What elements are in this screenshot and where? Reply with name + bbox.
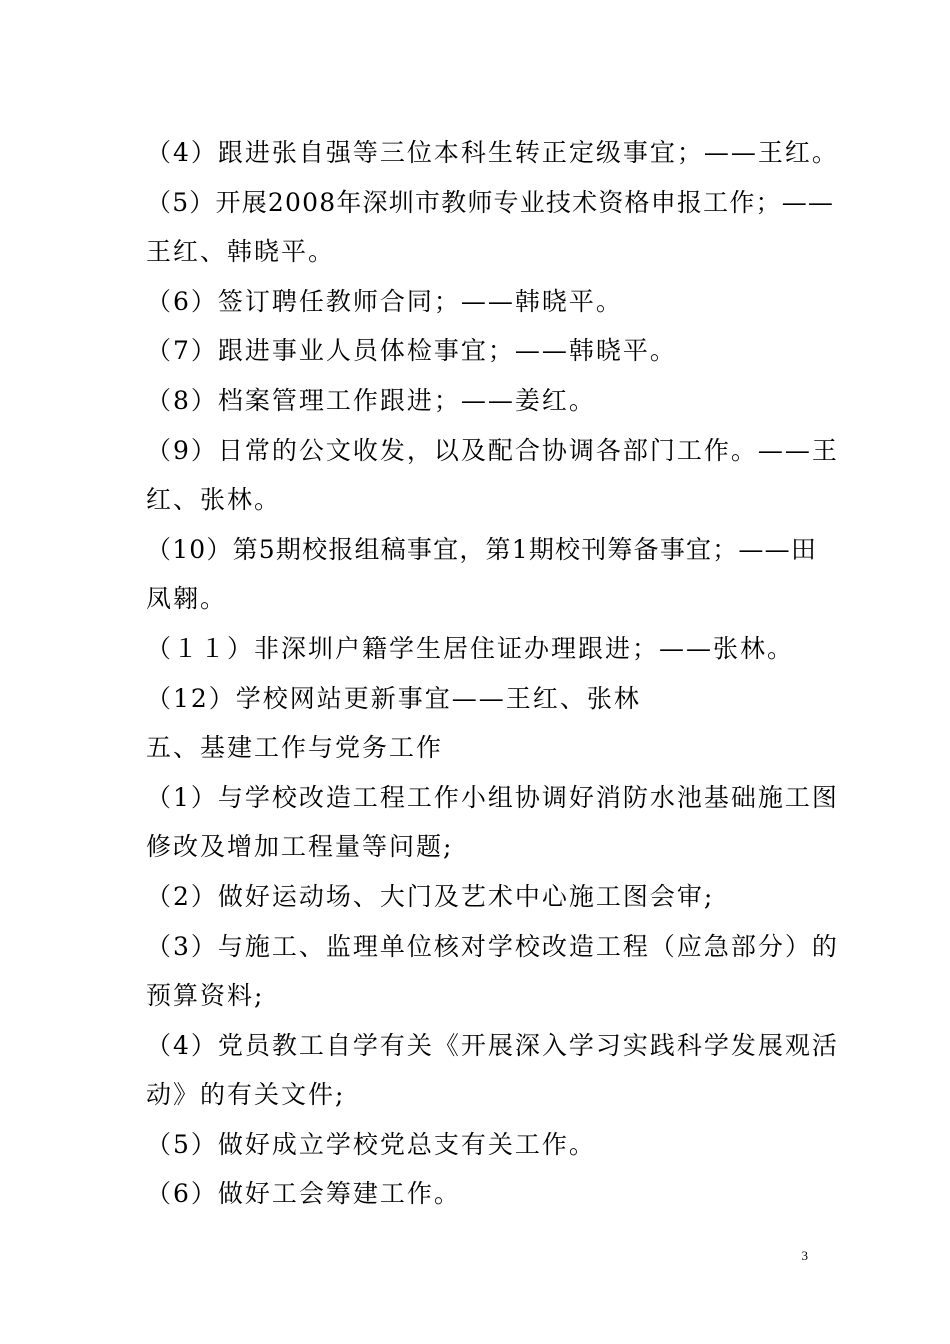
- text-line: 修改及增加工程量等问题;: [146, 832, 454, 862]
- text-line: （10）第5期校报组稿事宜，第1期校刊筹备事宜；——田: [146, 534, 818, 564]
- document-body: [146, 128, 839, 1219]
- text-line: （8）档案管理工作跟进；——姜红。: [146, 385, 596, 415]
- text-line: （5）做好成立学校党总支有关工作。: [146, 1129, 596, 1159]
- page-number: 3: [801, 1248, 808, 1263]
- text-line: （12）学校网站更新事宜——王红、张林: [146, 683, 641, 713]
- text-line: （5）开展2008年深圳市教师专业技术资格申报工作；——: [146, 187, 835, 217]
- text-line: 红、张林。: [146, 485, 282, 515]
- text-line: （7）跟进事业人员体检事宜；——韩晓平。: [146, 336, 677, 366]
- text-line: （3）与施工、监理单位核对学校改造工程（应急部分）的: [146, 931, 839, 961]
- text-line: （１１）非深圳户籍学生居住证办理跟进；——张林。: [146, 633, 795, 663]
- text-line: （4）跟进张自强等三位本科生转正定级事宜；——王红。: [146, 138, 839, 167]
- text-line: 王红、韩晓平。: [146, 237, 336, 267]
- text-line: （4）党员教工自学有关《开展深入学习实践科学发展观活: [146, 1030, 839, 1060]
- text-line: 凤翱。: [146, 584, 228, 614]
- section-heading: 五、基建工作与党务工作: [146, 733, 444, 763]
- text-line: 预算资料;: [146, 981, 265, 1011]
- text-line: （2）做好运动场、大门及艺术中心施工图会审;: [146, 881, 715, 911]
- text-line: 动》的有关文件;: [146, 1080, 346, 1110]
- text-line: （6）做好工会筹建工作。: [146, 1179, 461, 1209]
- text-line: （9）日常的公文收发，以及配合协调各部门工作。——王: [146, 435, 839, 465]
- text-line: （6）签订聘任教师合同；——韩晓平。: [146, 286, 623, 316]
- text-line: （1）与学校改造工程工作小组协调好消防水池基础施工图: [146, 782, 839, 812]
